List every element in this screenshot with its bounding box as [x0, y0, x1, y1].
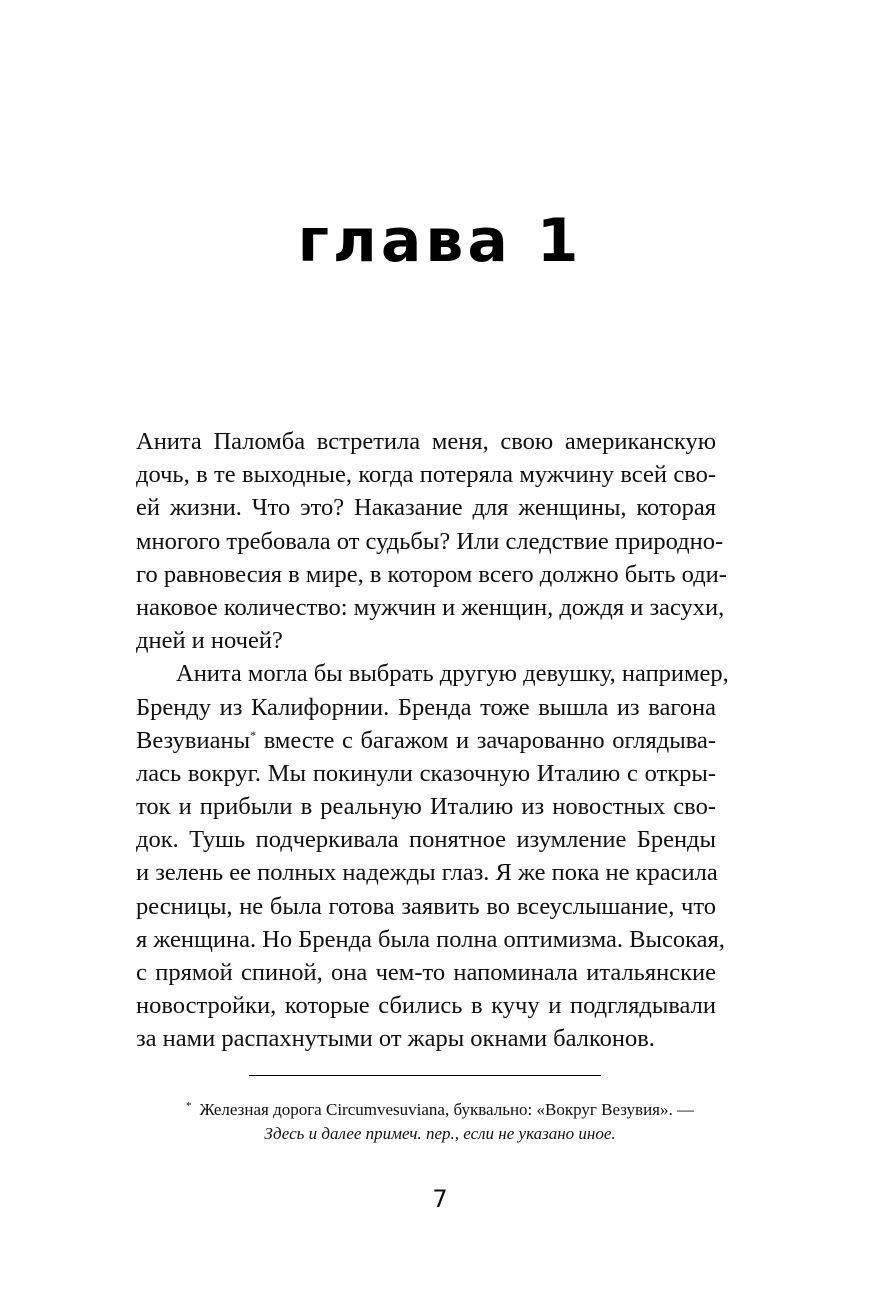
text-line: ток и прибыли в реальную Италию из новостных сво- [136, 793, 716, 821]
text-line: Бренду из Калифорнии. Бренда тоже вышла из вагона [136, 693, 716, 721]
text-line-with-footnote [136, 724, 716, 757]
text-line: новостройки, которые сбились в кучу и подглядывали [136, 992, 716, 1020]
footnote-divider [249, 1075, 601, 1076]
text-line: го равновесия в мире, в котором всего должно быть оди- [136, 560, 727, 588]
text-line: с прямой спиной, она чем-то напоминала итальянские [136, 959, 716, 986]
text-fragment: Везувианы [136, 726, 251, 754]
text-line: Анита Паломба встретила меня, свою американскую [136, 428, 716, 455]
text-line: наковое количество: мужчин и женщин, дождя и засухи, [136, 593, 725, 621]
text-line: многого требовала от судьбы? Или следствие природно- [136, 527, 724, 555]
footnote-text: Железная дорога Circumvesuviana, буквально: «Вокруг Везувия». — [199, 1100, 695, 1119]
page-number: 7 [432, 1185, 448, 1213]
text-line: Анита могла бы выбрать другую девушку, например, [176, 660, 729, 688]
text-line: док. Тушь подчеркивала понятное изумление Бренды [136, 826, 716, 854]
text-line: лась вокруг. Мы покинули сказочную Италию с откры- [136, 759, 716, 787]
footnote [0, 1094, 880, 1146]
text-line: ресницы, не была готова заявить во всеуслышание, что [136, 892, 716, 920]
text-line: дней и ночей? [136, 627, 283, 655]
footnote-translator-note: Здесь и далее примеч. пер., если не указано иное. [264, 1124, 616, 1143]
text-line: за нами распахнутыми от жары окнами балконов. [136, 1025, 655, 1053]
text-line: ей жизни. Что это? Наказание для женщины, которая [136, 494, 716, 522]
text-line: и зелень ее полных надежды глаз. Я же пока не красила [136, 859, 718, 887]
text-fragment: вместе с багажом и зачарованно оглядыва- [263, 726, 717, 754]
chapter-title: глава 1 [297, 206, 583, 276]
body-text [136, 425, 729, 1056]
footnote-marker: * [185, 1100, 192, 1112]
text-line: дочь, в те выходные, когда потеряла мужчину всей сво- [136, 461, 716, 489]
text-line: я женщина. Но Бренда была полна оптимизма. Высокая, [136, 925, 725, 953]
footnote-marker: * [250, 727, 257, 742]
